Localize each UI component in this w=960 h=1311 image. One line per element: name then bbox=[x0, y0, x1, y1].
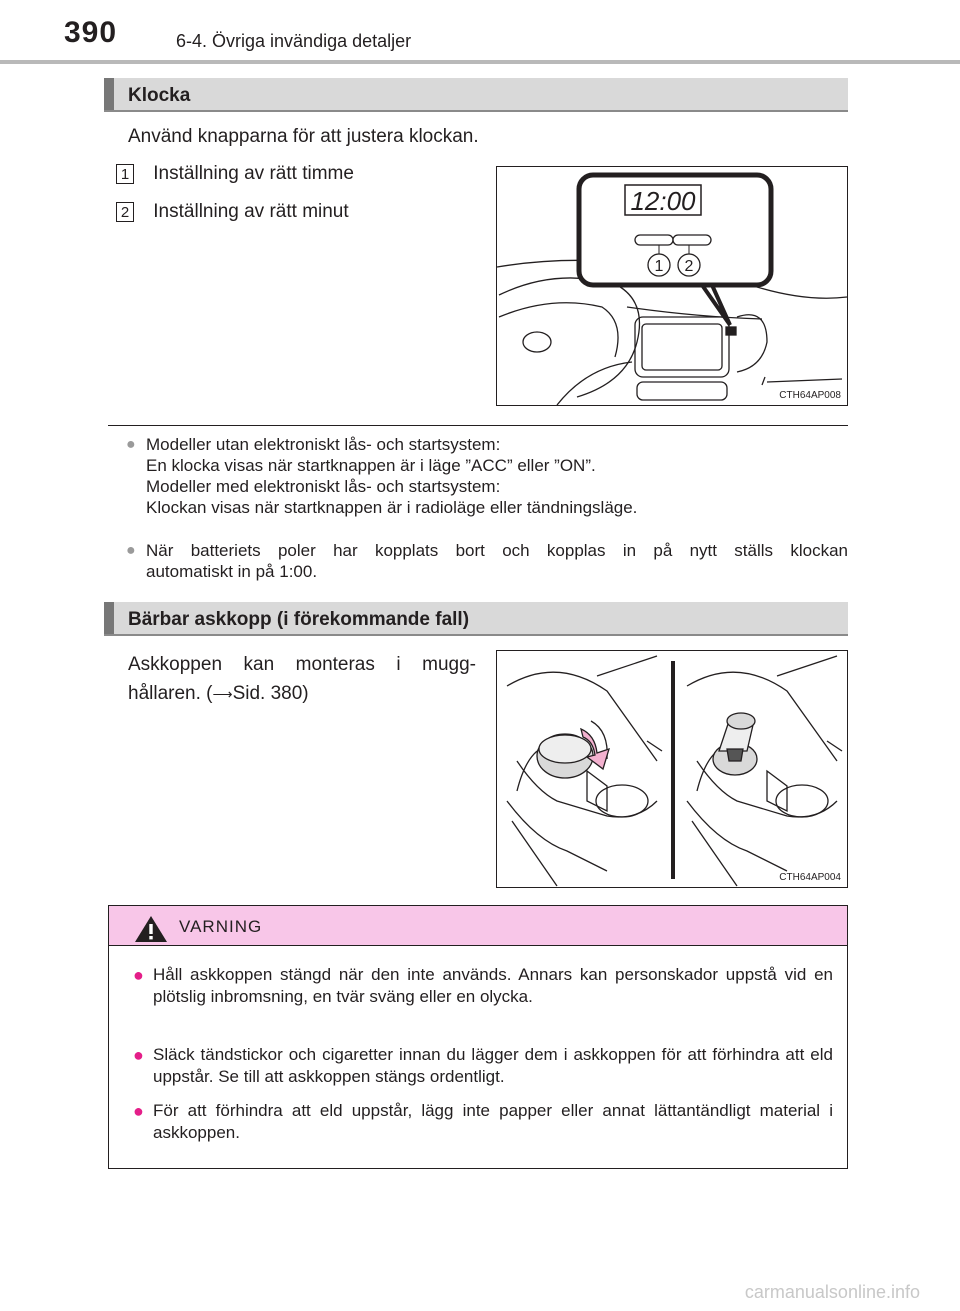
ashtray-line-1: Askkoppen kan monteras i mugg- bbox=[128, 654, 476, 675]
note-line: automatiskt in på 1:00. bbox=[146, 562, 318, 581]
bullet-icon: ● bbox=[133, 965, 144, 985]
figure-code: CTH64AP008 bbox=[779, 390, 841, 401]
note-line: Klockan visas när startknappen är i radioläge eller tändningsläge. bbox=[146, 498, 638, 517]
dashboard-illustration bbox=[497, 167, 847, 405]
clock-item-1 bbox=[116, 163, 354, 185]
note-line: En klocka visas när startknappen är i läge ”ACC” eller ”ON”. bbox=[146, 456, 596, 475]
warning-header bbox=[109, 906, 847, 946]
header-rule bbox=[0, 60, 960, 64]
figure-code: CTH64AP004 bbox=[779, 872, 841, 883]
heading-bar bbox=[104, 78, 114, 110]
ashtray-figure bbox=[496, 650, 848, 888]
section-heading-ashtray bbox=[104, 602, 848, 636]
callout-2: 2 bbox=[684, 258, 694, 275]
arrow-right-icon: ⟶ bbox=[212, 686, 233, 702]
note-line: När batteriets poler har kopplats bort och kopplas in på nytt ställs klockan bbox=[146, 541, 848, 560]
chapter-title: 6-4. Övriga invändiga detaljer bbox=[176, 31, 412, 51]
clock-intro: Använd knapparna för att justera klockan. bbox=[128, 126, 479, 147]
warning-text: För att förhindra att eld uppstår, lägg inte papper eller annat lättantändligt material i askkoppen. bbox=[153, 1101, 833, 1142]
callout-1: 1 bbox=[654, 258, 664, 275]
watermark: carmanualsonline.info bbox=[744, 1282, 920, 1302]
page-reference-link[interactable]: Sid. 380) bbox=[232, 683, 309, 704]
item-text: Inställning av rätt minut bbox=[153, 201, 349, 222]
clock-display-text: 12:00 bbox=[630, 186, 696, 216]
warning-triangle-icon bbox=[133, 914, 169, 944]
clock-item-2 bbox=[116, 201, 349, 223]
bullet-icon: ● bbox=[133, 1045, 144, 1065]
bullet-icon: ● bbox=[126, 436, 136, 453]
note-line: Modeller med elektroniskt lås- och startsystem: bbox=[146, 477, 501, 496]
warning-item-2 bbox=[133, 1044, 833, 1088]
section-divider bbox=[108, 425, 848, 426]
warning-box bbox=[108, 905, 848, 1169]
heading-bar bbox=[104, 602, 114, 634]
ashtray-line-2 bbox=[128, 679, 476, 709]
warning-item-1 bbox=[133, 964, 833, 1008]
item-number: 1 bbox=[116, 164, 134, 184]
bullet-icon: ● bbox=[126, 542, 136, 559]
bullet-icon: ● bbox=[133, 1101, 144, 1121]
clock-figure bbox=[496, 166, 848, 406]
section-title-clock: Klocka bbox=[128, 85, 191, 106]
item-text: Inställning av rätt timme bbox=[153, 163, 354, 184]
ashtray-text bbox=[128, 650, 476, 709]
warning-title: VARNING bbox=[179, 917, 263, 936]
note-line: Modeller utan elektroniskt lås- och startsystem: bbox=[146, 435, 501, 454]
warning-text: Håll askkoppen stängd när den inte används. Annars kan personskador uppstå vid en plötslig inbromsning, en tvär sväng eller en olycka. bbox=[153, 965, 833, 1006]
item-number: 2 bbox=[116, 202, 134, 222]
ashtray-line-2-text: hållaren. ( bbox=[128, 683, 213, 704]
section-title-ashtray: Bärbar askkopp (i förekommande fall) bbox=[128, 609, 470, 630]
warning-item-3 bbox=[133, 1100, 833, 1144]
ashtray-illustration bbox=[497, 651, 847, 887]
note-1 bbox=[126, 434, 848, 518]
page-number: 390 bbox=[64, 16, 118, 49]
section-heading-clock bbox=[104, 78, 848, 112]
note-2 bbox=[126, 540, 848, 582]
warning-text: Släck tändstickor och cigaretter innan du lägger dem i askkoppen för att förhindra att eld uppstår. Se till att askkoppen stängs ordentligt. bbox=[153, 1045, 833, 1086]
